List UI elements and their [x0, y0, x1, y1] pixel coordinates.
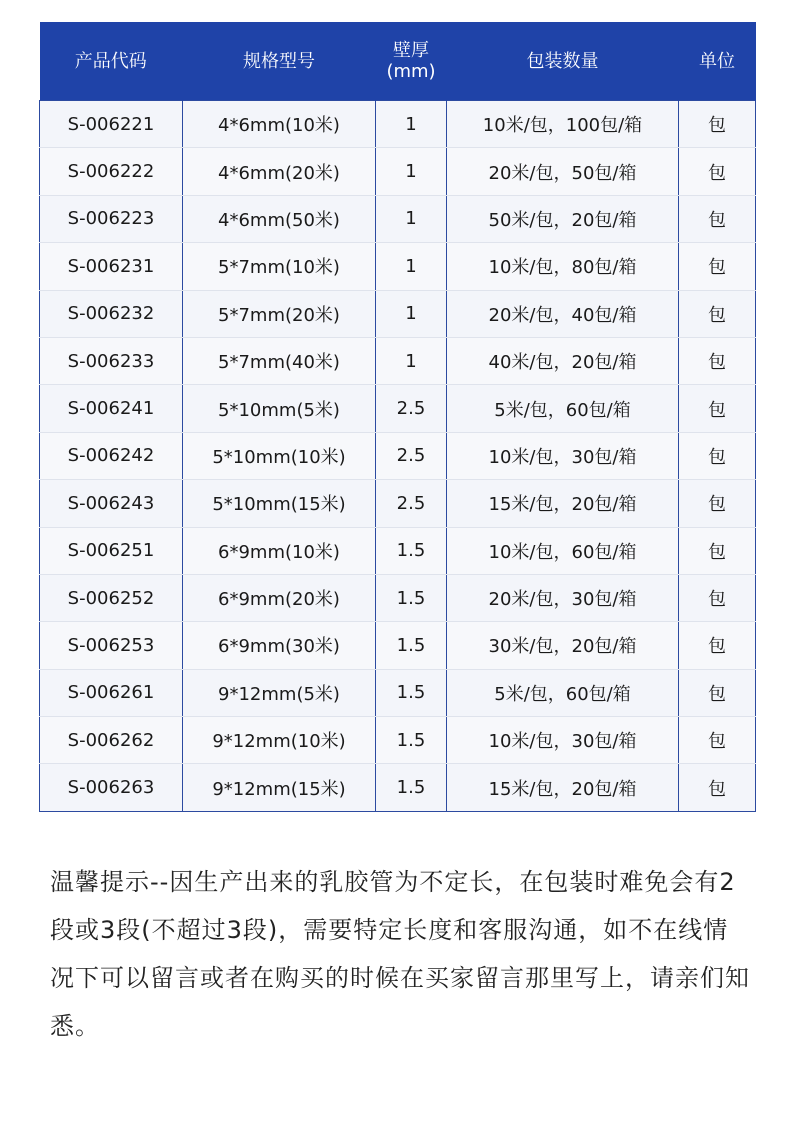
cell-product-code: S-006241	[40, 385, 183, 432]
cell-spec-model: 4*6mm(50米)	[183, 195, 376, 242]
cell-package-quantity: 10米/包，60包/箱	[447, 527, 679, 574]
cell-package-quantity: 20米/包，30包/箱	[447, 574, 679, 621]
cell-package-quantity: 50米/包，20包/箱	[447, 195, 679, 242]
header-spec-model: 规格型号	[183, 22, 376, 101]
header-unit: 单位	[679, 22, 756, 101]
cell-spec-model: 5*7mm(20米)	[183, 290, 376, 337]
table-header-row	[40, 22, 756, 101]
cell-unit: 包	[679, 527, 756, 574]
cell-product-code: S-006231	[40, 243, 183, 290]
cell-unit: 包	[679, 243, 756, 290]
header-wall-thickness: 壁厚 (mm)	[376, 22, 447, 101]
cell-wall-thickness: 1	[376, 243, 447, 290]
header-package-quantity: 包装数量	[447, 22, 679, 101]
cell-unit: 包	[679, 432, 756, 479]
table-body	[40, 101, 756, 812]
cell-spec-model: 6*9mm(30米)	[183, 622, 376, 669]
cell-package-quantity: 20米/包，50包/箱	[447, 148, 679, 195]
table-row	[40, 148, 756, 195]
table-row	[40, 385, 756, 432]
table-row	[40, 290, 756, 337]
cell-spec-model: 4*6mm(10米)	[183, 101, 376, 148]
cell-product-code: S-006253	[40, 622, 183, 669]
table-row	[40, 480, 756, 527]
tip-note: 温馨提示--因生产出来的乳胶管为不定长，在包装时难免会有2段或3段(不超过3段)，需要特定长度和客服沟通，如不在线情况下可以留言或者在购买的时候在买家留言那里写上，请亲们知悉。	[50, 868, 750, 1040]
cell-wall-thickness: 1.5	[376, 574, 447, 621]
cell-product-code: S-006262	[40, 717, 183, 764]
cell-product-code: S-006251	[40, 527, 183, 574]
cell-wall-thickness: 1	[376, 148, 447, 195]
cell-package-quantity: 10米/包，30包/箱	[447, 717, 679, 764]
cell-product-code: S-006233	[40, 337, 183, 384]
cell-wall-thickness: 1.5	[376, 527, 447, 574]
cell-product-code: S-006232	[40, 290, 183, 337]
cell-package-quantity: 5米/包，60包/箱	[447, 385, 679, 432]
cell-product-code: S-006252	[40, 574, 183, 621]
cell-wall-thickness: 1	[376, 337, 447, 384]
cell-wall-thickness: 2.5	[376, 385, 447, 432]
cell-package-quantity: 10米/包，80包/箱	[447, 243, 679, 290]
table-row	[40, 337, 756, 384]
table-row	[40, 243, 756, 290]
cell-unit: 包	[679, 574, 756, 621]
cell-wall-thickness: 2.5	[376, 480, 447, 527]
cell-package-quantity: 20米/包，40包/箱	[447, 290, 679, 337]
cell-unit: 包	[679, 764, 756, 811]
cell-unit: 包	[679, 385, 756, 432]
cell-spec-model: 5*10mm(5米)	[183, 385, 376, 432]
cell-spec-model: 9*12mm(5米)	[183, 669, 376, 716]
cell-package-quantity: 10米/包，30包/箱	[447, 432, 679, 479]
cell-unit: 包	[679, 622, 756, 669]
cell-unit: 包	[679, 290, 756, 337]
cell-wall-thickness: 2.5	[376, 432, 447, 479]
cell-wall-thickness: 1.5	[376, 622, 447, 669]
table-row	[40, 669, 756, 716]
cell-spec-model: 5*7mm(40米)	[183, 337, 376, 384]
cell-package-quantity: 5米/包，60包/箱	[447, 669, 679, 716]
cell-spec-model: 5*10mm(15米)	[183, 480, 376, 527]
cell-package-quantity: 40米/包，20包/箱	[447, 337, 679, 384]
product-spec-table	[39, 22, 756, 812]
cell-spec-model: 6*9mm(20米)	[183, 574, 376, 621]
product-spec-table-container	[39, 22, 755, 812]
cell-product-code: S-006221	[40, 101, 183, 148]
cell-product-code: S-006242	[40, 432, 183, 479]
cell-spec-model: 5*10mm(10米)	[183, 432, 376, 479]
cell-wall-thickness: 1	[376, 195, 447, 242]
cell-unit: 包	[679, 195, 756, 242]
cell-package-quantity: 15米/包，20包/箱	[447, 480, 679, 527]
cell-product-code: S-006222	[40, 148, 183, 195]
cell-unit: 包	[679, 101, 756, 148]
cell-spec-model: 5*7mm(10米)	[183, 243, 376, 290]
cell-product-code: S-006243	[40, 480, 183, 527]
cell-unit: 包	[679, 480, 756, 527]
cell-package-quantity: 15米/包，20包/箱	[447, 764, 679, 811]
table-row	[40, 101, 756, 148]
table-row	[40, 432, 756, 479]
cell-wall-thickness: 1.5	[376, 717, 447, 764]
cell-wall-thickness: 1.5	[376, 764, 447, 811]
table-row	[40, 717, 756, 764]
cell-product-code: S-006261	[40, 669, 183, 716]
table-row	[40, 574, 756, 621]
table-row	[40, 764, 756, 811]
cell-unit: 包	[679, 148, 756, 195]
cell-unit: 包	[679, 717, 756, 764]
cell-wall-thickness: 1	[376, 290, 447, 337]
cell-spec-model: 9*12mm(15米)	[183, 764, 376, 811]
cell-spec-model: 6*9mm(10米)	[183, 527, 376, 574]
cell-wall-thickness: 1.5	[376, 669, 447, 716]
table-row	[40, 195, 756, 242]
cell-package-quantity: 30米/包，20包/箱	[447, 622, 679, 669]
cell-product-code: S-006263	[40, 764, 183, 811]
cell-spec-model: 4*6mm(20米)	[183, 148, 376, 195]
cell-product-code: S-006223	[40, 195, 183, 242]
cell-spec-model: 9*12mm(10米)	[183, 717, 376, 764]
cell-unit: 包	[679, 337, 756, 384]
cell-unit: 包	[679, 669, 756, 716]
cell-wall-thickness: 1	[376, 101, 447, 148]
table-row	[40, 622, 756, 669]
table-row	[40, 527, 756, 574]
cell-package-quantity: 10米/包，100包/箱	[447, 101, 679, 148]
header-product-code: 产品代码	[40, 22, 183, 101]
